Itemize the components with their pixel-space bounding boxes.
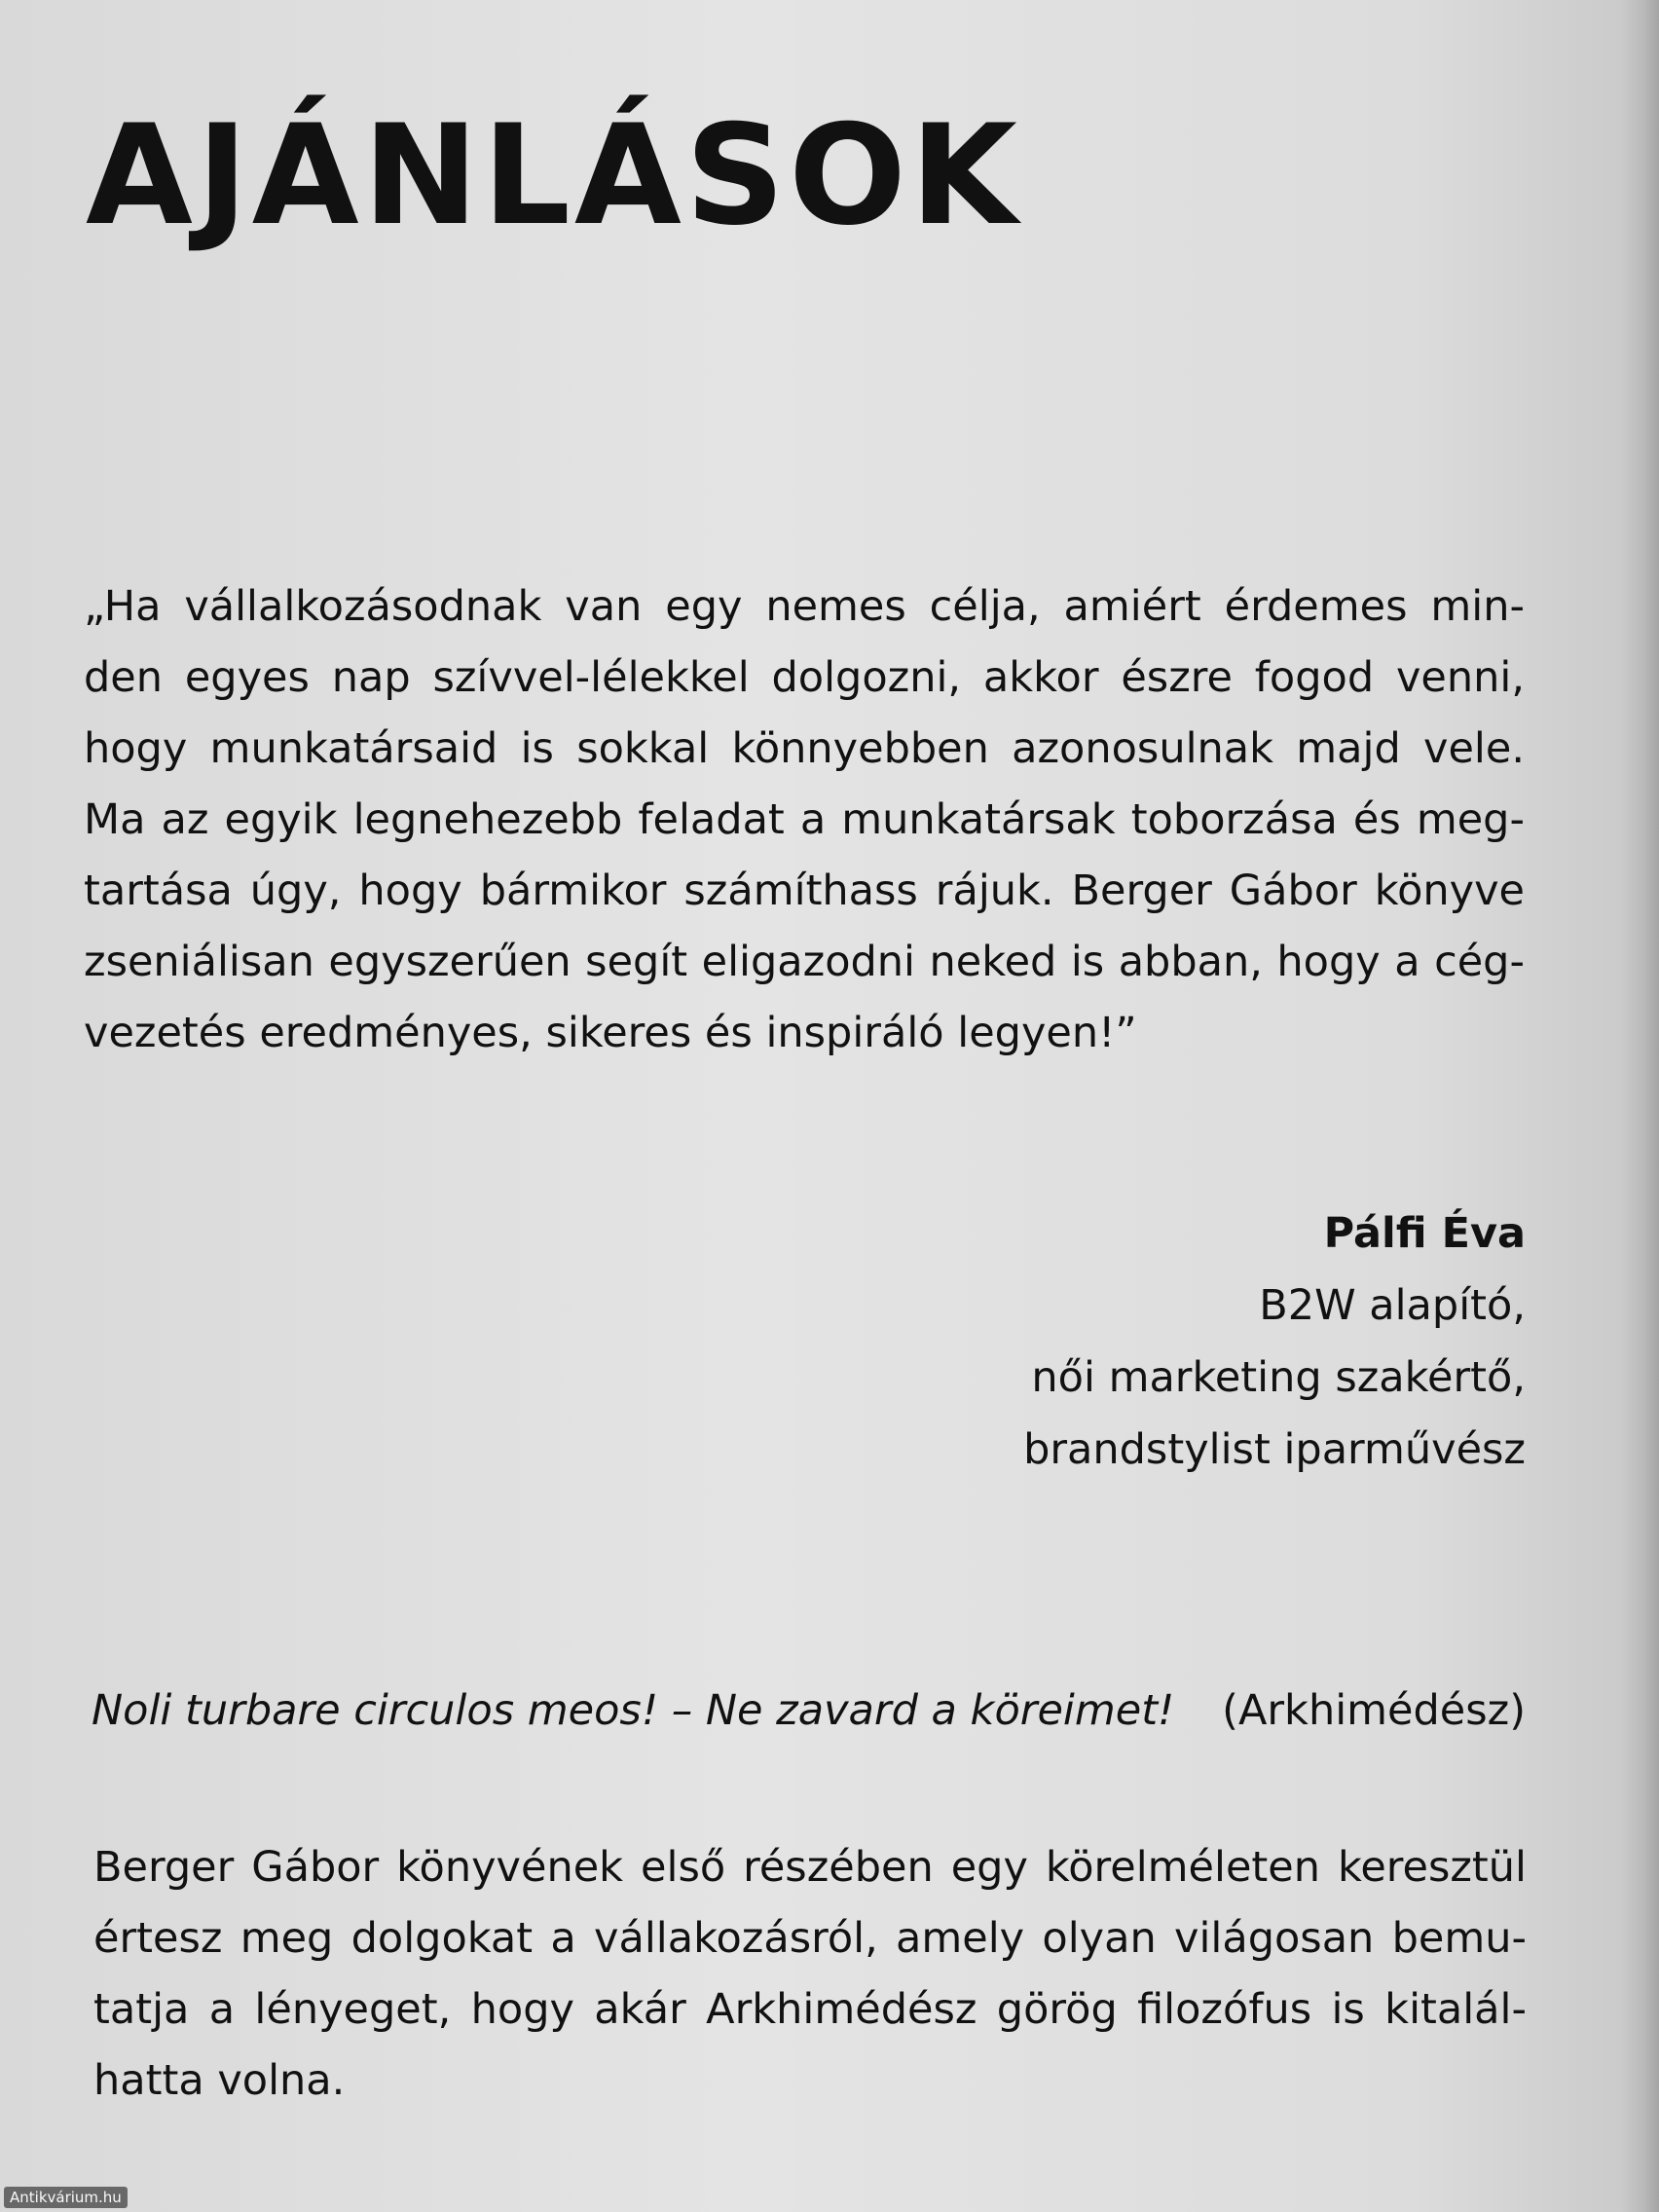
paragraph-line: hatta volna. [93, 2056, 346, 2105]
watermark: Antikvárium.hu [4, 2187, 128, 2208]
page-edge-shadow [1620, 0, 1659, 2212]
paragraph-line: értesz meg dolgokat a vállakozásról, amely olyan világosan bemu- [93, 1914, 1527, 1963]
quote-line: vezetés eredményes, sikeres és inspiráló legyen!” [84, 1009, 1137, 1057]
page-title: AJÁNLÁSOK [86, 95, 1021, 256]
paragraph-line: Berger Gábor könyvének első részében egy körelméleten keresztül [93, 1843, 1527, 1892]
quote-line: zseniálisan egyszerűen segít eligazodni neked is abban, hogy a cég- [84, 938, 1525, 986]
quote-line: Ma az egyik legnehezebb feladat a munkatársak toborzása és meg- [84, 795, 1525, 844]
signature-role: B2W alapító, [1259, 1281, 1526, 1330]
signature-role: női marketing szakértő, [1031, 1353, 1526, 1402]
signature-block [1023, 1198, 1526, 1486]
motto-line [92, 1681, 1526, 1740]
signature-name: Pálfi Éva [1323, 1209, 1526, 1258]
quote-line: hogy munkatársaid is sokkal könnyebben azonosulnak majd vele. [84, 724, 1525, 773]
second-recommendation [93, 1832, 1527, 2117]
signature-role: brandstylist iparművész [1023, 1425, 1526, 1474]
motto-text: Noli turbare circulos meos! – Ne zavard a köreimet! [92, 1686, 1175, 1735]
quote-line: den egyes nap szívvel-lélekkel dolgozni, akkor észre fogod venni, [84, 653, 1525, 702]
quote-line: tartása úgy, hogy bármikor számíthass rájuk. Berger Gábor könyve [84, 866, 1525, 915]
quote-line: „Ha vállalkozásodnak van egy nemes célja, amiért érdemes min- [84, 582, 1525, 631]
paragraph-line: tatja a lényeget, hogy akár Arkhimédész görög filozófus is kitalál- [93, 1985, 1527, 2034]
recommendation-quote [84, 571, 1525, 1069]
motto-attribution: (Arkhimédész) [1222, 1686, 1526, 1735]
